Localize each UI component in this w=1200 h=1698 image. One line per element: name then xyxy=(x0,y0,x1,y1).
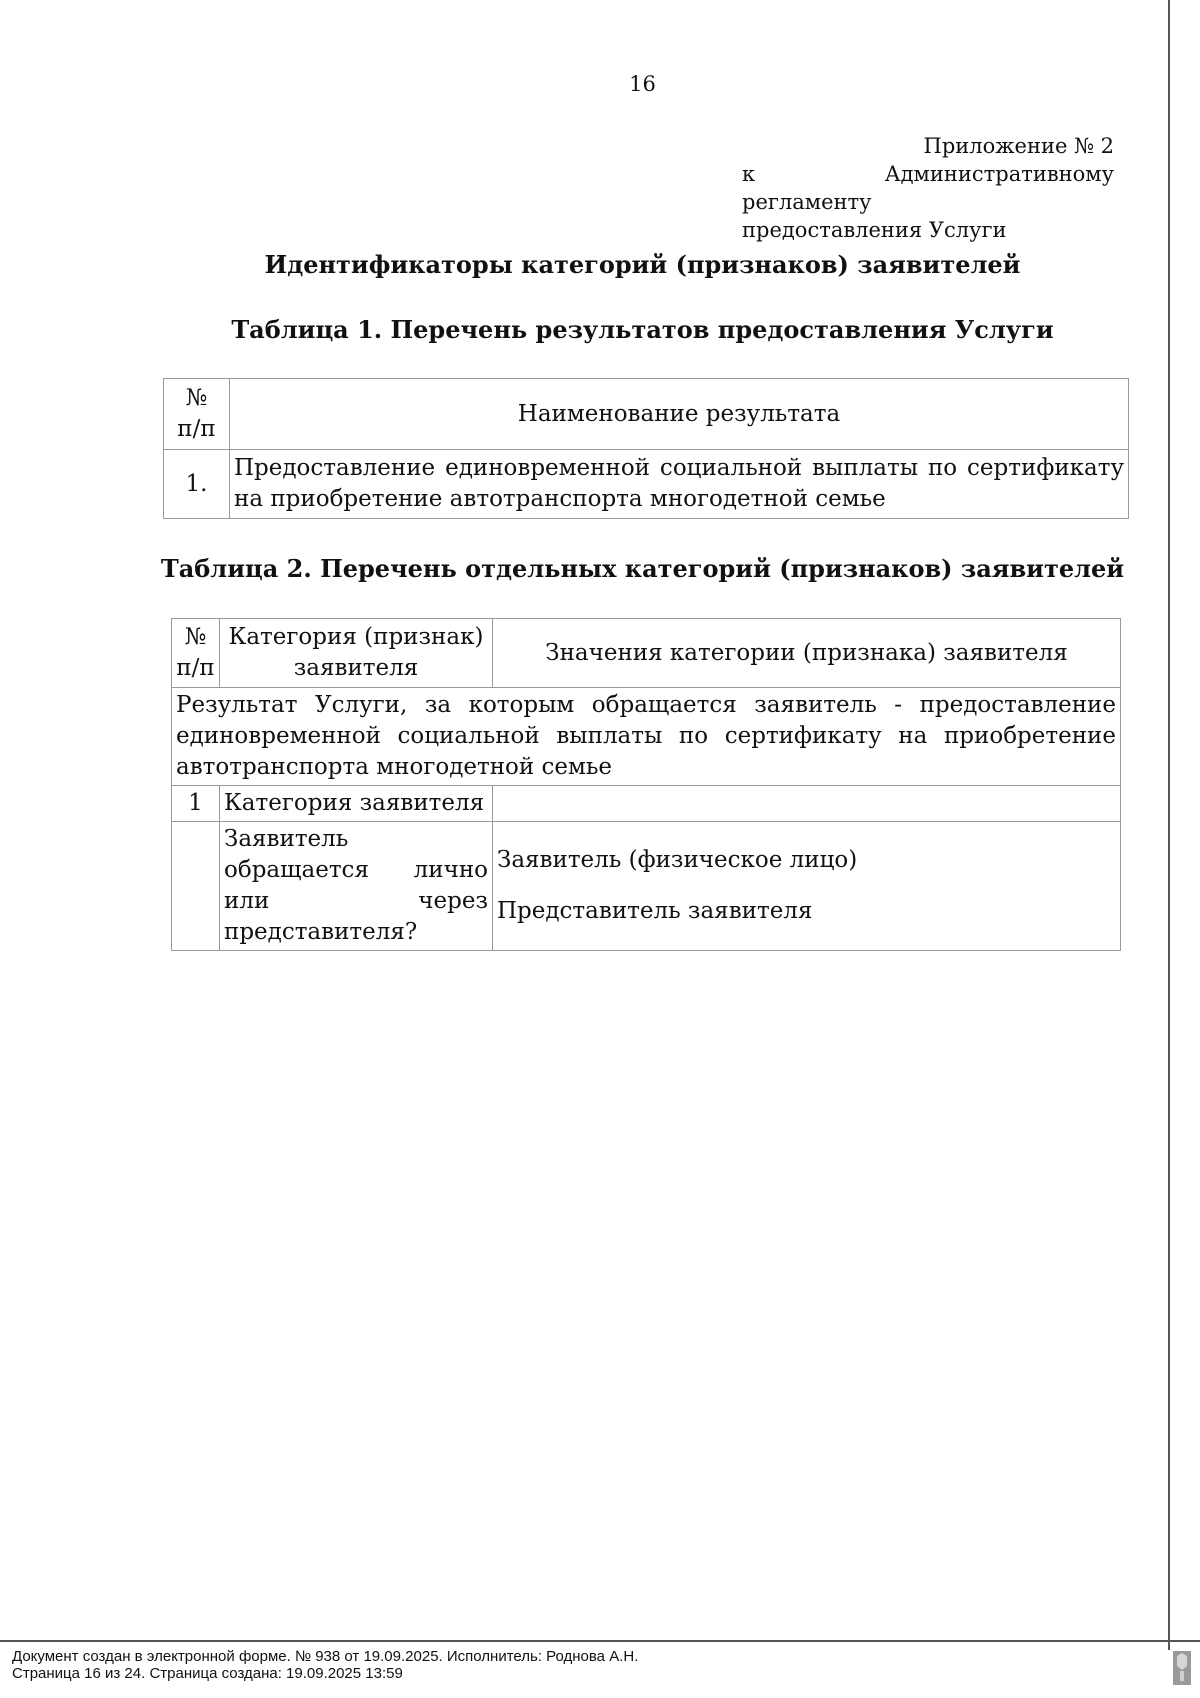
category-values-cell xyxy=(493,786,1121,822)
document-footer xyxy=(0,1640,1200,1682)
appendix-reference-cont: предоставления Услуги xyxy=(742,218,1007,242)
result-description-cell: Результат Услуги, за которым обращается заявитель - предоставление единовременной социальной выплаты по сертификату на приобретение автотранспорта многодетной семье xyxy=(172,688,1121,786)
table1-title: Таблица 1. Перечень результатов предоставления Услуги xyxy=(231,315,1054,344)
appendix-number: Приложение № 2 xyxy=(923,134,1114,158)
header-number-cell: № п/п xyxy=(164,379,230,450)
footer-document-info: Документ создан в электронной форме. № 938 от 19.09.2025. Исполнитель: Роднова А.Н. xyxy=(12,1648,639,1665)
value-representative: Представитель заявителя xyxy=(497,898,813,924)
category-cell: Категория заявителя xyxy=(220,786,493,822)
row-number-cell: 1. xyxy=(164,450,230,519)
appendix-reference: к Административному регламенту xyxy=(742,162,1114,214)
category-question-cell: Заявитель обращается лично или через представителя? xyxy=(220,822,493,951)
appendix-header xyxy=(742,132,1114,244)
categories-table xyxy=(171,618,1121,951)
table-row xyxy=(164,450,1129,519)
value-applicant: Заявитель (физическое лицо) xyxy=(497,847,858,873)
header-values-cell: Значения категории (признака) заявителя xyxy=(493,619,1121,688)
document-title: Идентификаторы категорий (признаков) заявителей xyxy=(264,250,1021,279)
coat-of-arms-icon xyxy=(1172,1650,1192,1686)
page-number: 16 xyxy=(629,72,656,96)
header-result-name-cell: Наименование результата xyxy=(230,379,1129,450)
header-number-cell: № п/п xyxy=(172,619,220,688)
footer-page-info: Страница 16 из 24. Страница создана: 19.09.2025 13:59 xyxy=(12,1665,403,1682)
row-number-cell xyxy=(172,822,220,951)
page-edge-line xyxy=(1168,0,1170,1650)
table-row xyxy=(172,822,1121,951)
table2-title: Таблица 2. Перечень отдельных категорий (признаков) заявителей xyxy=(160,554,1125,583)
category-values-cell xyxy=(493,822,1121,951)
table-row xyxy=(172,786,1121,822)
table-header-row xyxy=(172,619,1121,688)
result-row xyxy=(172,688,1121,786)
row-number-cell: 1 xyxy=(172,786,220,822)
results-table xyxy=(163,378,1129,519)
header-category-cell: Категория (признак) заявителя xyxy=(220,619,493,688)
table-header-row xyxy=(164,379,1129,450)
result-name-cell: Предоставление единовременной социальной выплаты по сертификату на приобретение автотранспорта многодетной семье xyxy=(230,450,1129,519)
